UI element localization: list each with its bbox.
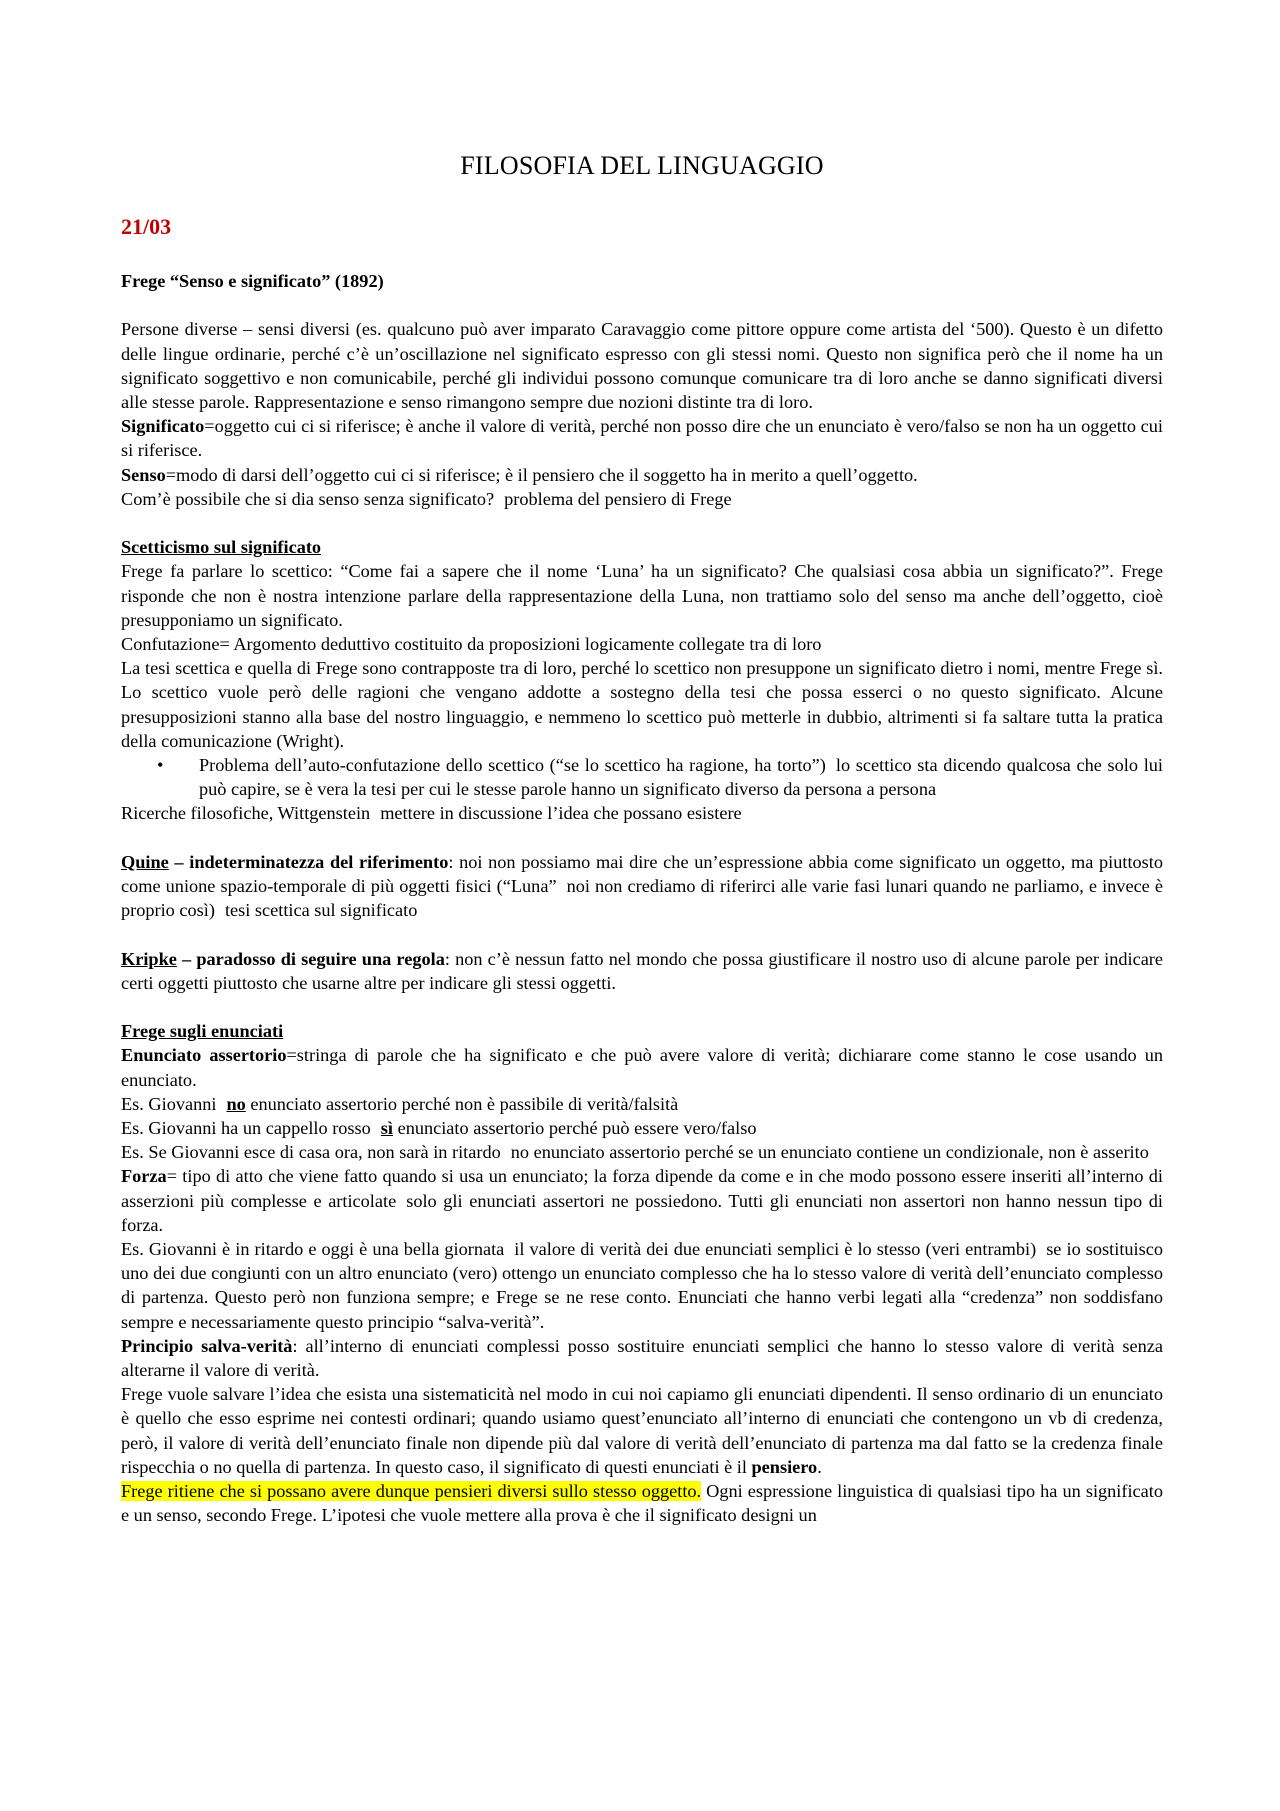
enunciati-heading-text: Frege sugli enunciati: [121, 1021, 284, 1042]
paragraph-ricerche: Ricerche filosofiche, Wittgenstein mettere in discussione l’idea che possano esistere: [121, 803, 742, 824]
lecture-date: 21/03: [121, 214, 172, 239]
definition-significato: [121, 414, 1163, 462]
term-kripke: Kripke: [121, 948, 177, 969]
paragraph-scettico: Frege fa parlare lo scettico: “Come fai a sapere che il nome ‘Luna’ ha un significato? Che qualsiasi cosa abbia un significato?”. Frege risponde che non è nostra intenzione parlare della rappresentazione della Luna, non trattiamo solo del senso ma anche dell’oggetto, cioè presupponiamo un significato.: [121, 561, 1163, 630]
paragraph-final: Frege ritiene che si possano avere dunque pensieri diversi sullo stesso oggetto. Ogni espressione linguistica di qualsiasi tipo ha un significato e un senso, secondo Frege. L’ipotesi che vuole mettere alla prova è che il significato designi un: [121, 1481, 1163, 1526]
section-heading-frege: Frege “Senso e significato” (1892): [121, 271, 384, 291]
paragraph-confutazione: Confutazione= Argomento deduttivo costituito da proposizioni logicamente collegate tra di loro: [121, 634, 822, 655]
paragraph-frege-vuole: Frege vuole salvare l’idea che esista una sistematicità nel modo in cui noi capiamo gli enunciati dipendenti. Il senso ordinario di un enunciato è quello che esso esprime nei contesti ordinari; quando usiamo quest’enunciato all’interno di enunciati che contengono un vb di credenza, però, il valore di verità dell’enunciato finale non dipende più dal valore di verità dell’enunciato di partenza ma dal fatto se la credenza finale rispecchia o no quella di partenza. In questo caso, il significato di questi enunciati è il pensiero.: [121, 1384, 1163, 1477]
definition-senso-text: =modo di darsi dell’oggetto cui ci si riferisce; è il pensiero che il soggetto ha in merito a quell’oggetto.: [165, 464, 918, 485]
term-pensiero: pensiero: [751, 1456, 818, 1477]
bullet-icon: •: [157, 755, 164, 776]
term-forza: Forza: [121, 1166, 167, 1187]
list-item-text: Problema dell’auto-confutazione dello scettico (“se lo scettico ha ragione, ha torto”) lo scettico sta dicendo qualcosa che solo lui può capire, se è vera la tesi per cui le stesse parole hanno un significato diverso da persona a persona: [199, 755, 1163, 800]
paragraph-quine: Quine – indeterminatezza del riferimento: noi non possiamo mai dire che un’espressione abbia come significato un oggetto, ma piuttosto come unione spazio-temporale di più oggetti fisici (“Luna” noi non crediamo di riferirci alle varie fasi lunari quando ne parliamo, e invece è proprio così) tesi scettica sul significato: [121, 851, 1164, 921]
question-line: [121, 487, 1163, 511]
term-quine: Quine: [121, 851, 169, 872]
paragraph-sensi-diversi: Persone diverse – sensi diversi (es. qualcuno può aver imparato Caravaggio come pittore oppure come artista del ‘500). Questo è un difetto delle lingue ordinarie, perché c’è un’oscillazione nel significato espresso con gli stessi nomi. Questo non significa però che il nome ha un significato soggettivo e non comunicabile, perché gli individui possono comunque comunicare tra di loro anche se danno significati diversi alle stesse parole. Rappresentazione e senso rimangono sempre due nozioni distinte tra di loro.: [121, 319, 1163, 412]
term-principio: Principio salva-verità: [121, 1335, 293, 1356]
example-3: Es. Se Giovanni esce di casa ora, non sarà in ritardo no enunciato assertorio perché se un enunciato contiene un condizionale, non è asserito: [121, 1142, 1149, 1163]
section-heading-scetticismo: [121, 535, 1163, 559]
definition-senso: [121, 463, 1163, 487]
term-assertorio: Enunciato assertorio: [121, 1045, 287, 1066]
example-4: Es. Giovanni è in ritardo e oggi è una bella giornata il valore di verità dei due enunciati semplici è lo stesso (veri entrambi) se io sostituisco uno dei due congiunti con un altro enunciato (vero) ottengo un enunciato complesso che ha lo stesso valore di verità dell’enunciato complesso di partenza. Questo però non funziona sempre; e Frege se ne rese conto. Enunciati che hanno verbi legati alla “credenza” non soddisfano sempre e necessariamente questo principio “salva-verità”.: [121, 1239, 1163, 1332]
list-item: [121, 753, 1163, 801]
definition-significato-text: =oggetto cui ci si riferisce; è anche il valore di verità, perché non posso dire che un enunciato è vero/falso se non ha un oggetto cui si riferisce.: [121, 416, 1163, 461]
term-senso: Senso: [121, 464, 166, 485]
question-answer: problema del pensiero di Frege: [504, 488, 732, 509]
section-heading-enunciati: [121, 1019, 1163, 1043]
definition-assertorio: Enunciato assertorio=stringa di parole che ha significato e che può avere valore di verità; dichiarare come stanno le cose usando un enunciato.: [121, 1045, 1163, 1090]
term-significato: Significato: [121, 416, 205, 437]
question-text: Com’è possibile che si dia senso senza significato?: [121, 488, 495, 509]
definition-forza: Forza= tipo di atto che viene fatto quando si usa un enunciato; la forza dipende da come e in che modo possono essere inseriti all’interno di asserzioni più complesse e articolate solo gli enunciati assertori ne possiedono. Tutti gli enunciati non assertori non hanno nessun tipo di forza.: [121, 1166, 1163, 1235]
paragraph-tesi-scettica: La tesi scettica e quella di Frege sono contrapposte tra di loro, perché lo scettico non presuppone un significato dietro i nomi, mentre Frege sì. Lo scettico vuole però delle ragioni che vengano addotte a sostegno della tesi che possa esserci o no questo significato. Alcune presupposizioni stanno alla base del nostro linguaggio, e nemmeno lo scettico può metterle in dubbio, altrimenti si fa saltare tutta la pratica della comunicazione (Wright).: [121, 658, 1163, 751]
definition-principio: Principio salva-verità: all’interno di enunciati complessi posso sostituire enunciati semplici che hanno lo stesso valore di verità senza alterarne il valore di verità.: [121, 1335, 1163, 1381]
scetticismo-heading-text: Scetticismo sul significato: [121, 537, 322, 558]
paragraph-kripke: Kripke – paradosso di seguire una regola: non c’è nessun fatto nel mondo che possa giustificare il nostro uso di alcune parole per indicare certi oggetti piuttosto che usarne altre per indicare gli stessi oggetti.: [121, 948, 1164, 993]
highlighted-text: Frege ritiene che si possano avere dunque pensieri diversi sullo stesso oggetto.: [121, 1481, 702, 1502]
example-1: Es. Giovanni no enunciato assertorio perché non è passibile di verità/falsità: [121, 1093, 679, 1114]
document-title: FILOSOFIA DEL LINGUAGGIO: [460, 151, 824, 180]
example-2: Es. Giovanni ha un cappello rosso sì enunciato assertorio perché può essere vero/falso: [121, 1118, 757, 1139]
document-body: [121, 269, 1163, 1527]
